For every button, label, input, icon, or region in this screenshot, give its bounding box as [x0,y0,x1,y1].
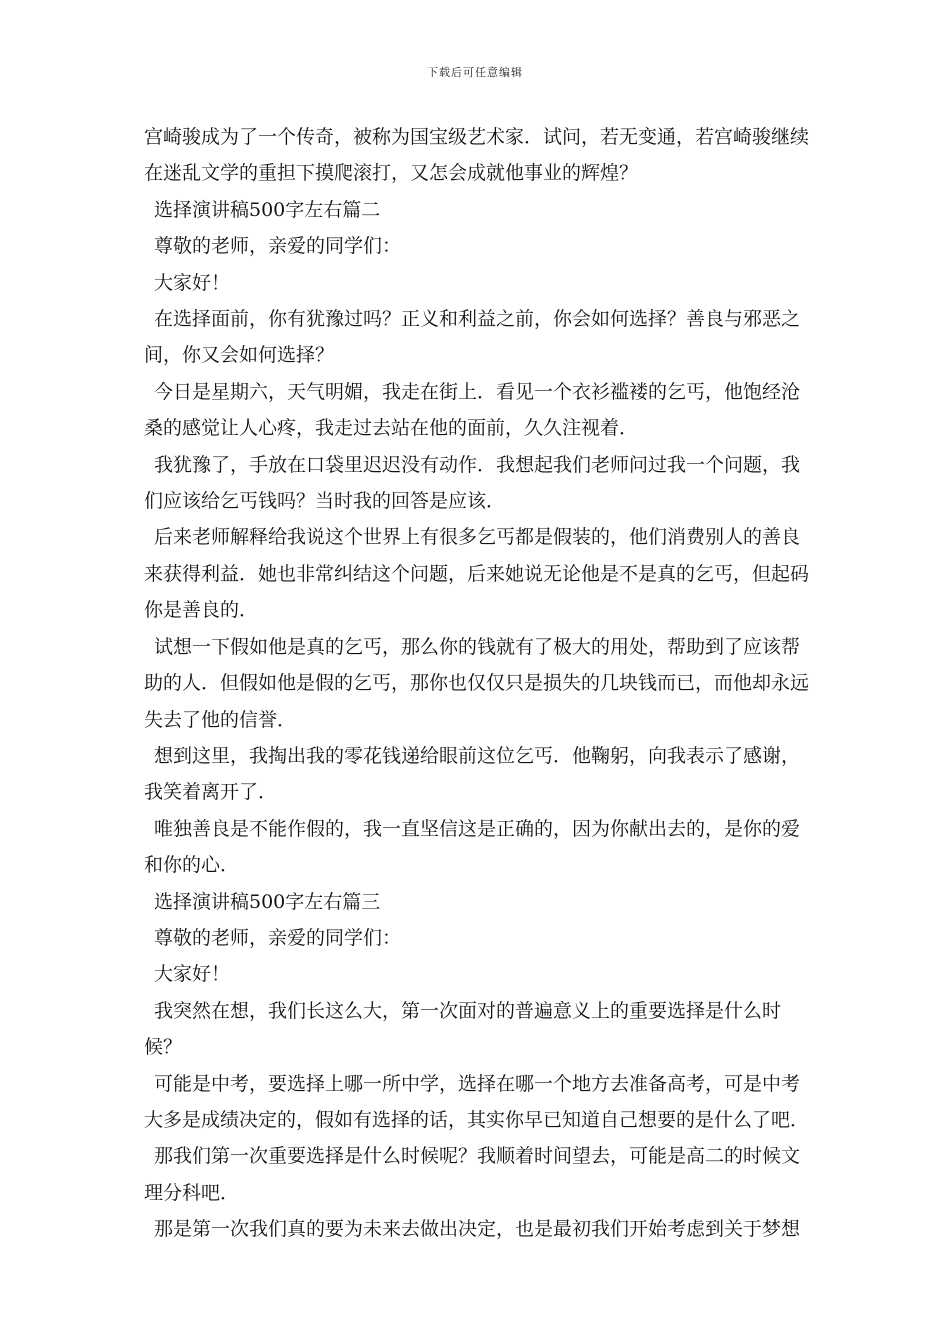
paragraph: 唯独善良是不能作假的，我一直坚信这是正确的，因为你献出去的，是你的爱和你的心． [144,817,801,877]
paragraph: 今日是星期六，天气明媚，我走在街上．看见一个衣衫褴褛的乞丐，他饱经沧桑的感觉让人心疼，我走过去站在他的面前，久久注视着． [144,380,801,440]
paragraph: 那我们第一次重要选择是什么时候呢？我顺着时间望去，可能是高二的时候文理分科吧． [144,1145,801,1204]
paragraph: 那是第一次我们真的要为未来去做出决定，也是最初我们开始考虑到关于梦想 [154,1218,801,1241]
salutation: 尊敬的老师，亲爱的同学们： [154,926,402,949]
paragraph: 宫崎骏成为了一个传奇，被称为国宝级艺术家．试问，若无变通，若宫崎骏继续在迷乱文学的重担下摸爬滚打，又怎会成就他事业的辉煌？ [144,126,810,185]
salutation: 尊敬的老师，亲爱的同学们： [154,235,402,258]
paragraph: 我突然在想，我们长这么大，第一次面对的普遍意义上的重要选择是什么时候？ [144,999,782,1059]
document-body [144,119,814,1248]
paragraph: 在选择面前，你有犹豫过吗？正义和利益之前，你会如何选择？善良与邪恶之间，你又会如何选择？ [144,308,801,367]
section-heading: 选择演讲稿500字左右篇二 [154,198,381,221]
paragraph: 可能是中考，要选择上哪一所中学，选择在哪一个地方去准备高考，可是中考大多是成绩决定的，假如有选择的话，其实你早已知道自己想要的是什么了吧． [144,1072,810,1131]
paragraph: 后来老师解释给我说这个世界上有很多乞丐都是假装的，他们消费别人的善良来获得利益．她也非常纠结这个问题，后来她说无论他是不是真的乞丐，但起码你是善良的． [144,526,810,622]
section-heading: 选择演讲稿500字左右篇三 [154,890,381,913]
paragraph: 想到这里，我掏出我的零花钱递给眼前这位乞丐．他鞠躬，向我表示了感谢，我笑着离开了． [144,744,801,804]
greeting: 大家好！ [154,963,231,986]
paragraph: 试想一下假如他是真的乞丐，那么你的钱就有了极大的用处，帮助到了应该帮助的人．但假如他是假的乞丐，那你也仅仅只是损失的几块钱而已，而他却永远失去了他的信誉． [144,635,810,731]
page-header: 下载后可任意编辑 [427,66,523,79]
paragraph: 我犹豫了，手放在口袋里迟迟没有动作．我想起我们老师问过我一个问题，我们应该给乞丐钱吗？当时我的回答是应该． [144,453,801,513]
greeting: 大家好！ [154,271,231,294]
